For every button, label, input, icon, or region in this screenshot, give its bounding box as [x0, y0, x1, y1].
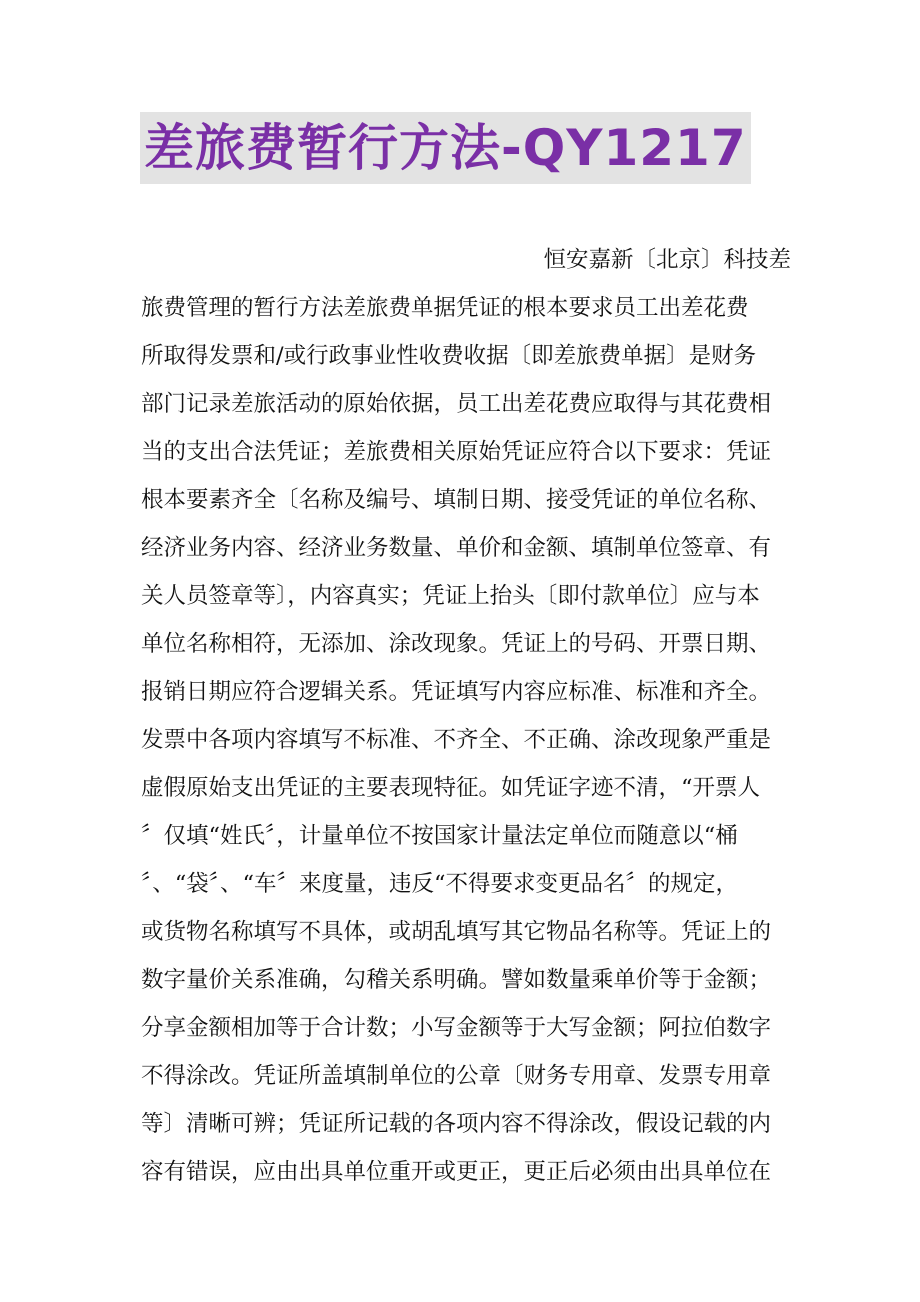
body-line: 不得涂改。凭证所盖填制单位的公章〔财务专用章、发票专用章: [141, 1063, 772, 1089]
document-title: 差旅费暂行方法-QY1217: [140, 112, 751, 184]
body-line: 经济业务内容、经济业务数量、单价和金额、填制单位签章、有: [141, 535, 772, 561]
body-line: 数字量价关系准确，勾稽关系明确。譬如数量乘单价等于金额；: [141, 967, 772, 993]
body-line: 关人员签章等〕，内容真实；凭证上抬头〔即付款单位〕应与本: [141, 583, 760, 609]
body-line: 当的支出合法凭证；差旅费相关原始凭证应符合以下要求：凭证: [141, 439, 772, 465]
body-line: 恒安嘉新〔北京〕科技差: [543, 247, 791, 273]
body-line: 报销日期应符合逻辑关系。凭证填写内容应标准、标准和齐全。: [141, 679, 772, 705]
body-line: 〞仅填“姓氏〞，计量单位不按国家计量法定单位而随意以“桶: [141, 823, 738, 849]
body-line: 分享金额相加等于合计数；小写金额等于大写金额；阿拉伯数字: [141, 1015, 772, 1041]
body-line: 等〕清晰可辨；凭证所记载的各项内容不得涂改，假设记载的内: [141, 1111, 772, 1137]
body-line: 发票中各项内容填写不标准、不齐全、不正确、涂改现象严重是: [141, 727, 772, 753]
body-line: 〞、“袋〞、“车〞来度量，违反“不得要求变更品名〞的规定，: [141, 871, 739, 897]
body-line: 单位名称相符，无添加、涂改现象。凭证上的号码、开票日期、: [141, 631, 772, 657]
body-line: 旅费管理的暂行方法差旅费单据凭证的根本要求员工出差花费: [141, 295, 749, 321]
body-line: 所取得发票和/或行政事业性收费收据〔即差旅费单据〕是财务: [141, 343, 757, 369]
body-line: 虚假原始支出凭证的主要表现特征。如凭证字迹不清，“开票人: [141, 775, 761, 801]
document-body: [141, 236, 791, 1196]
body-line: 容有错误，应由出具单位重开或更正，更正后必须由出具单位在: [141, 1159, 772, 1185]
body-line: 部门记录差旅活动的原始依据，员工出差花费应取得与其花费相: [141, 391, 772, 417]
body-line: 根本要素齐全〔名称及编号、填制日期、接受凭证的单位名称、: [141, 487, 772, 513]
body-line: 或货物名称填写不具体，或胡乱填写其它物品名称等。凭证上的: [141, 919, 772, 945]
